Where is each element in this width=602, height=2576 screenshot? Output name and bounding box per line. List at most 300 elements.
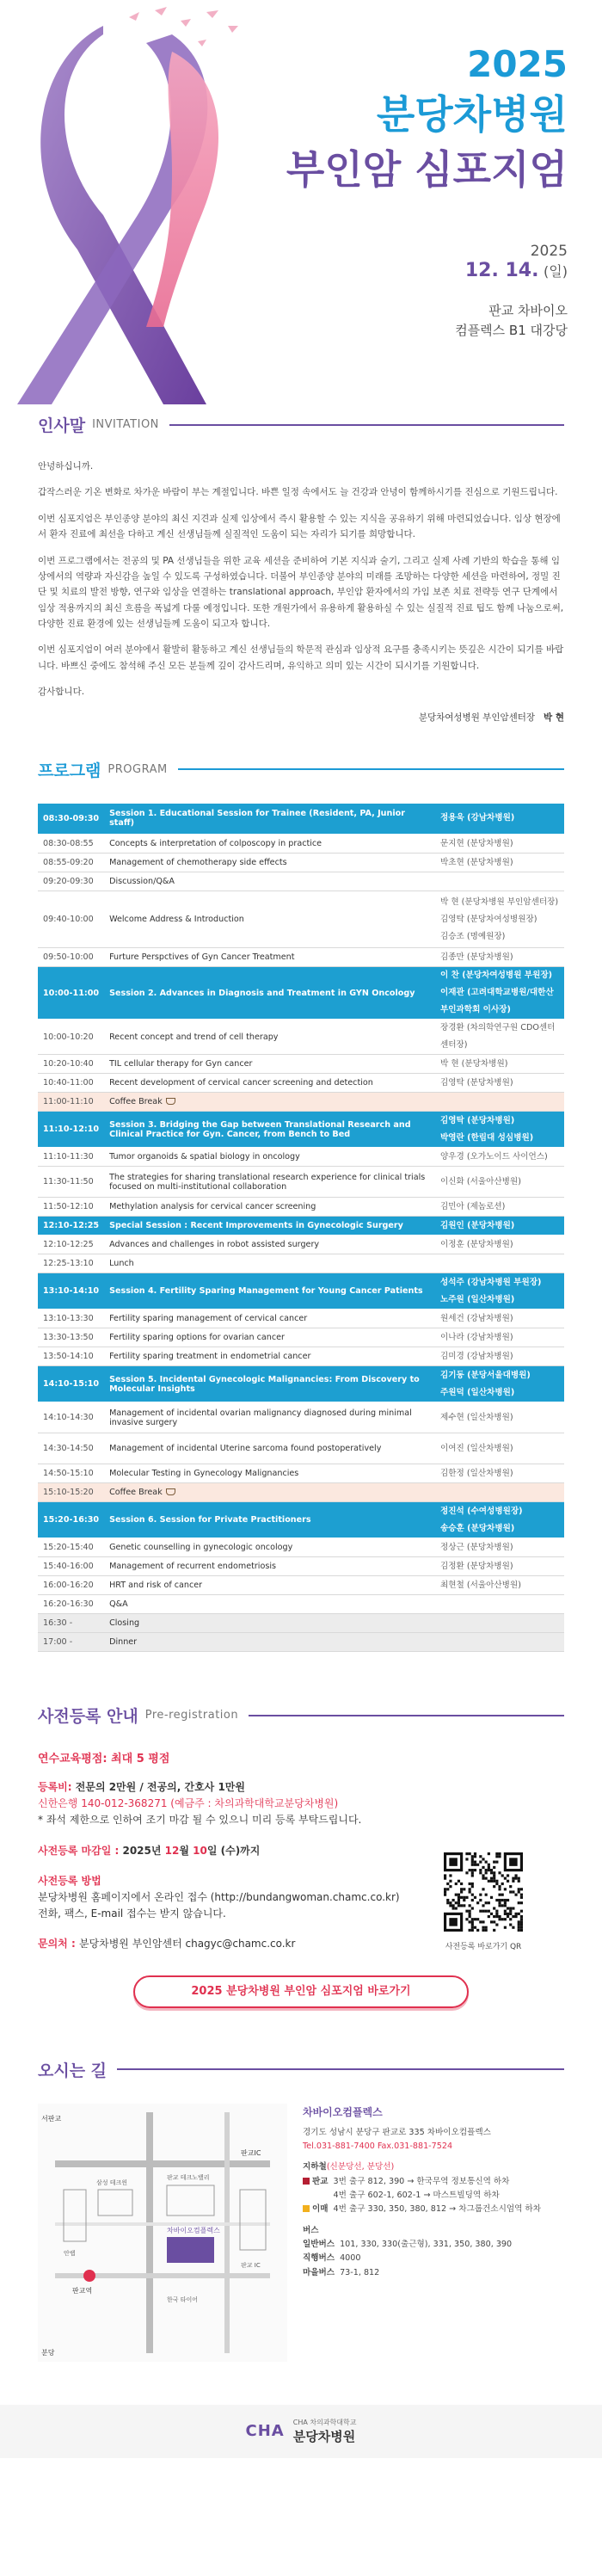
bank-label: 신한은행 (38, 1797, 78, 1810)
invitation-paragraph: 감사합니다. (38, 687, 85, 698)
line-marker-icon (303, 2178, 310, 2185)
pangyo-line-2: 4번 출구 602-1, 602-1 → 마스트빌딩역 하차 (333, 2191, 500, 2201)
program-time: 13:50-14:10 (38, 1347, 104, 1366)
speaker: 이 찬 (분당차여성병원 부원장) (440, 971, 552, 980)
program-title-cell (104, 1074, 435, 1093)
fee-line (38, 1779, 564, 1796)
method-label: 사전등록 방법 (38, 1874, 101, 1887)
program-row (38, 1614, 564, 1633)
subway-heading (303, 2160, 564, 2174)
bank-account: 140-012-368271 (예금주 : 차의과학대학교분당차병원) (77, 1797, 339, 1810)
program-speakers (435, 1614, 564, 1633)
program-title: Recent development of cervical cancer screening and detection (109, 1078, 373, 1088)
program-title-cell (104, 1236, 435, 1254)
program-speakers (435, 1633, 564, 1652)
program-section (0, 758, 602, 1653)
pangyo-lines (334, 2175, 510, 2203)
program-time: 10:00-10:20 (38, 1020, 104, 1055)
program-time: 13:10-14:10 (38, 1273, 104, 1310)
program-time: 09:40-10:00 (38, 891, 104, 948)
coffee-cup-icon (166, 1098, 175, 1105)
line-marker-icon (303, 2205, 310, 2212)
program-row (38, 1254, 564, 1273)
speaker: 박초현 (분당차병원) (440, 857, 513, 867)
speaker: 정용욱 (강남차병원) (440, 813, 515, 823)
program-speakers (435, 1198, 564, 1217)
program-title: The strategies for sharing translational research experience for clinical trials focused on multi-institutional collaboration (109, 1172, 426, 1192)
contact-label: 문의처 : (38, 1938, 79, 1950)
program-title-cell (104, 1538, 435, 1557)
footer (0, 2405, 602, 2458)
speaker: 이나라 (강남차병원) (440, 1332, 513, 1342)
program-time: 12:25-13:10 (38, 1254, 104, 1273)
program-title: Management of incidental Uterine sarcoma found postoperatively (109, 1444, 382, 1453)
program-title-cell (104, 835, 435, 854)
program-row (38, 891, 564, 948)
program-title: Methylation analysis for cervical cancer screening (109, 1202, 316, 1211)
program-time: 10:20-10:40 (38, 1055, 104, 1074)
program-time: 10:00-11:00 (38, 967, 104, 1020)
program-title: Session 1. Educational Session for Trainee (Resident, PA, Junior staff) (109, 809, 405, 829)
credit-info: 연수교육평점: 최대 5 평점 (38, 1753, 170, 1766)
map-label-m2: 삼성 테크윈 (96, 2179, 128, 2186)
program-title-cell (104, 1167, 435, 1198)
bus-numbers: 101, 330, 330(출근형), 331, 350, 380, 390 (340, 2239, 513, 2249)
map-label-south: 분당 (41, 2348, 55, 2357)
pangyo-name: 판교 (312, 2176, 329, 2186)
map-label-m5: 한국 타이어 (167, 2296, 199, 2303)
invitation-paragraph: 이번 프로그램에서는 전공의 및 PA 선생님들을 위한 교육 세션을 준비하여 기본 지식과 술기, 그리고 실제 사례 기반의 학습을 통해 임상에서의 역량과 자신감을 높일 수 있도록 구성하였습니다. 더불어 부인종양 분야의 미래를 조망하는 다양한 세션을 마련하여, 정밀 진단 및 치료의 발전 방향, 연구와 임상을 연결하는 translational approach, 부인암 환자에서의 가임 보존 치료 전략등 연구 단계에서 임상 적용까지의 최신 흐름을 폭넓게 다룰 예정입니다. 또한 개원가에서 유용하게 활용하실 수 있는 실질적 진료 팁도 함께 나눔으로써, 다양한 진료 환경에 있는 선생님들께 도움이 되고자 합니다. (38, 555, 564, 629)
signature-org: 분당차여성병원 부인암센터장 (418, 712, 536, 723)
program-title-cell (104, 1502, 435, 1538)
program-title-cell (104, 1464, 435, 1483)
invitation-signature (38, 711, 564, 724)
program-title: Advances and challenges in robot assisted surgery (109, 1240, 320, 1249)
program-title: Furture Perspctives of Gyn Cancer Treatment (109, 952, 295, 962)
deadline-pre: 2025년 (122, 1844, 165, 1857)
contact-value: 분당차병원 부인암센터 chagyc@chamc.co.kr (78, 1938, 296, 1950)
program-speakers (435, 835, 564, 854)
program-speakers (435, 1402, 564, 1433)
program-speakers (435, 1595, 564, 1614)
program-title: Recent concept and trend of cell therapy (109, 1032, 279, 1042)
program-title-cell (104, 1254, 435, 1273)
deadline-label: 사전등록 마감일 : (38, 1844, 123, 1857)
map-label-station: 판교역 (72, 2286, 93, 2295)
speaker: 제수현 (일산차병원) (440, 1412, 513, 1422)
cha-logo-icon: CHA (245, 2422, 285, 2440)
program-time: 08:30-09:30 (38, 804, 104, 835)
program-time: 15:20-15:40 (38, 1538, 104, 1557)
imae-route (303, 2203, 564, 2216)
speaker: 원세건 (강남차병원) (440, 1313, 513, 1323)
program-title: HRT and risk of cancer (109, 1581, 203, 1590)
invitation-title: 인사말 (38, 416, 86, 435)
deadline-post: 일 (수)까지 (206, 1844, 261, 1857)
program-speakers (435, 967, 564, 1020)
speaker: 노주원 (일산차병원) (440, 1294, 515, 1304)
bus-type: 일반버스 (303, 2239, 335, 2249)
program-speakers (435, 1328, 564, 1347)
hero-year: 2025 (467, 43, 568, 85)
program-row (38, 1055, 564, 1074)
program-row (38, 1020, 564, 1055)
location-map (38, 2104, 287, 2362)
signature-name: 박 현 (544, 712, 564, 723)
program-title-cell (104, 1310, 435, 1328)
program-title-cell (104, 1576, 435, 1595)
speaker: 김종만 (분당차병원) (440, 952, 513, 962)
program-title-cell (104, 1557, 435, 1576)
program-time: 15:40-16:00 (38, 1557, 104, 1576)
program-time: 16:30 - (38, 1614, 104, 1633)
map-label-east: 판교IC (241, 2148, 261, 2157)
invitation-body (38, 459, 564, 700)
program-title: Closing (109, 1618, 140, 1628)
program-time: 08:55-09:20 (38, 854, 104, 872)
bus-type: 직행버스 (303, 2253, 335, 2264)
speaker: 박 현 (분당차병원) (440, 1058, 508, 1069)
footer-hospital: 분당차병원 (292, 2428, 356, 2444)
program-title: Management of incidental ovarian malignancy diagnosed during minimal invasive surgery (109, 1408, 412, 1427)
speaker: 박 현 (분당차병원 부인암센터장) (440, 897, 559, 907)
bus-title: 버스 (303, 2225, 319, 2235)
session-header-row (38, 1112, 564, 1148)
program-title: Special Session : Recent Improvements in Gynecologic Surgery (109, 1221, 403, 1230)
session-header-row (38, 1217, 564, 1236)
date-weekday: (일) (544, 263, 568, 280)
program-title: Lunch (109, 1259, 134, 1268)
symposium-link-button[interactable]: 2025 분당차병원 부인암 심포지엄 바로가기 (133, 1975, 469, 2008)
directions-body (38, 2104, 564, 2362)
program-time: 12:10-12:25 (38, 1236, 104, 1254)
program-speakers (435, 891, 564, 948)
speaker: 김미경 (강남차병원) (440, 1351, 513, 1361)
program-row (38, 1595, 564, 1614)
program-speakers (435, 1310, 564, 1328)
pangyo-route (303, 2175, 564, 2203)
map-label-north: 서판교 (41, 2114, 62, 2123)
qr-block[interactable] (440, 1852, 526, 1951)
program-time: 14:10-14:30 (38, 1402, 104, 1433)
program-speakers (435, 854, 564, 872)
heading-rule (178, 768, 564, 770)
program-row (38, 1557, 564, 1576)
session-header-row (38, 967, 564, 1020)
directions-heading (38, 2058, 564, 2081)
program-row (38, 854, 564, 872)
program-title: Coffee Break (109, 1097, 163, 1106)
map-label-m1: 판교 테크노밸리 (167, 2173, 210, 2181)
program-speakers (435, 1483, 564, 1502)
program-speakers (435, 1464, 564, 1483)
program-title: Session 4. Fertility Sparing Management for Young Cancer Patients (109, 1286, 423, 1296)
program-title-cell (104, 1273, 435, 1310)
program-time: 08:30-08:55 (38, 835, 104, 854)
program-time: 14:50-15:10 (38, 1464, 104, 1483)
invitation-paragraph: 이번 심포지엄은 부인종양 분야의 최신 지견과 실제 임상에서 즉시 활용할 수 있는 지식을 공유하기 위해 마련되었습니다. 임상 현장에서 환자 진료에 최선을 다하고 계신 선생님들께 실질적인 도움이 되는 자리가 되기를 희망합니다. (38, 513, 561, 540)
imae-name: 이매 (312, 2204, 329, 2215)
program-title-cell (104, 1595, 435, 1614)
bus-type: 마을버스 (303, 2267, 335, 2277)
fee-block (38, 1779, 564, 1829)
bus-numbers: 73-1, 812 (340, 2267, 380, 2277)
speaker: 문지현 (분당차병원) (440, 838, 513, 848)
directions-title: 오시는 길 (38, 2061, 108, 2080)
program-title-cell (104, 804, 435, 835)
speaker: 주원덕 (일산차병원) (440, 1387, 515, 1397)
speaker: 성석주 (강남차병원 부원장) (440, 1277, 542, 1287)
imae-label (303, 2203, 329, 2216)
program-title-cell (104, 1433, 435, 1464)
program-title: Molecular Testing in Gynecology Malignancies (109, 1469, 299, 1478)
break-row (38, 1483, 564, 1502)
program-speakers (435, 1576, 564, 1595)
program-title-cell (104, 1112, 435, 1148)
program-table (38, 804, 564, 1653)
program-title: Session 5. Incidental Gynecologic Malignancies: From Discovery to Molecular Insights (109, 1374, 420, 1394)
invitation-subtitle: INVITATION (92, 418, 159, 431)
program-title: Session 2. Advances in Diagnosis and Treatment in GYN Oncology (109, 988, 415, 998)
qr-code-icon[interactable] (444, 1852, 523, 1932)
map-label-m4: 판교 IC (241, 2261, 261, 2269)
program-title-cell (104, 1217, 435, 1236)
directions-section (0, 2058, 602, 2362)
place-address: 경기도 성남시 분당구 판교로 335 차바이오컴플렉스 (303, 2127, 491, 2137)
program-row (38, 1464, 564, 1483)
speaker: 김승조 (명예원장) (440, 931, 506, 941)
invitation-heading (38, 413, 564, 436)
program-title-cell (104, 1093, 435, 1112)
program-time: 13:30-13:50 (38, 1328, 104, 1347)
program-row (38, 1538, 564, 1557)
program-title: Fertility sparing options for ovarian cancer (109, 1333, 285, 1342)
program-row (38, 1074, 564, 1093)
invitation-paragraph: 이번 심포지엄이 여러 분야에서 활발히 활동하고 계신 선생님들의 학문적 관심과 임상적 요구를 충족시키는 뜻깊은 시간이 되기를 바랍니다. 바쁘신 중에도 참석해 주신 모든 분들께 깊이 감사드리며, 유익하고 의미 있는 시간이 되시기를 기원합니다. (38, 644, 564, 671)
hero-banner (0, 0, 602, 404)
bus-row (303, 2252, 564, 2265)
speaker: 송승훈 (분당차병원) (440, 1523, 515, 1533)
heading-rule (169, 424, 564, 426)
speaker: 이여진 (일산차병원) (440, 1443, 513, 1453)
program-speakers (435, 948, 564, 967)
program-row (38, 1633, 564, 1652)
program-row (38, 1236, 564, 1254)
program-title: Fertility sparing treatment in endometrial cancer (109, 1352, 311, 1361)
program-title: Concepts & interpretation of colposcopy in practice (109, 839, 322, 848)
program-time: 10:40-11:00 (38, 1074, 104, 1093)
program-title-cell (104, 1402, 435, 1433)
program-row (38, 1402, 564, 1433)
program-title-cell (104, 1055, 435, 1074)
program-speakers (435, 1112, 564, 1148)
registration-subtitle: Pre-registration (144, 1709, 239, 1722)
speaker: 김영탁 (분당차병원) (440, 1115, 515, 1125)
program-title-cell (104, 1347, 435, 1366)
program-speakers (435, 1502, 564, 1538)
program-title-cell (104, 1198, 435, 1217)
program-speakers (435, 1167, 564, 1198)
program-title-cell (104, 891, 435, 948)
bus-row (303, 2266, 564, 2280)
speaker: 김원인 (분당차병원) (440, 1220, 515, 1230)
method-online: 분당차병원 홈페이지에서 온라인 접수 (http://bundangwoman.chamc.co.kr) (38, 1890, 400, 1903)
program-time: 11:30-11:50 (38, 1167, 104, 1198)
program-title: Genetic counselling in gynecologic oncology (109, 1543, 293, 1552)
qr-caption: 사전등록 바로가기 QR (445, 1943, 522, 1951)
date-year: 2025 (530, 243, 568, 260)
break-row (38, 1093, 564, 1112)
program-title: Management of chemotherapy side effects (109, 858, 287, 867)
program-title: Fertility sparing management of cervical cancer (109, 1314, 308, 1323)
program-speakers (435, 1254, 564, 1273)
program-speakers (435, 1055, 564, 1074)
program-row (38, 948, 564, 967)
imae-line-1: 4번 출구 330, 350, 380, 812 → 차그룹건소시엄역 하차 (333, 2204, 541, 2215)
subway-title: 지하철 (303, 2162, 327, 2172)
registration-section (0, 1704, 602, 2008)
speaker: 장경환 (차의학연구원 CDO센터 센터장) (440, 1023, 556, 1050)
program-row (38, 1433, 564, 1464)
speaker: 김영탁 (분당차병원) (440, 1077, 513, 1088)
ribbon-illustration (0, 0, 284, 404)
session-header-row (38, 1502, 564, 1538)
event-venue (455, 301, 568, 340)
deadline-mid: 월 (179, 1844, 194, 1857)
venue-line-2: 컴플렉스 B1 대강당 (455, 322, 568, 338)
program-speakers (435, 804, 564, 835)
program-time: 11:10-11:30 (38, 1148, 104, 1167)
speaker: 정진석 (수여성병원장) (440, 1506, 523, 1516)
bus-numbers: 4000 (340, 2253, 361, 2264)
registration-title: 사전등록 안내 (38, 1707, 138, 1726)
session-header-row (38, 1273, 564, 1310)
speaker: 양우경 (오가노이드 사이언스) (440, 1151, 548, 1162)
pangyo-label (303, 2175, 329, 2189)
bank-line (38, 1796, 564, 1812)
program-speakers (435, 1538, 564, 1557)
program-title-cell (104, 1366, 435, 1402)
program-speakers (435, 1273, 564, 1310)
program-heading (38, 758, 564, 781)
session-header-row (38, 1366, 564, 1402)
program-row (38, 835, 564, 854)
program-title: 프로그램 (38, 761, 101, 780)
program-row (38, 1347, 564, 1366)
speaker: 이재관 (고려대학교병원/대한산부인과학회 이사장) (440, 988, 554, 1014)
cta-wrap (38, 1975, 564, 2008)
program-time: 16:00-16:20 (38, 1576, 104, 1595)
hero-title-symposium: 부인암 심포지엄 (286, 146, 568, 193)
program-time: 11:10-12:10 (38, 1112, 104, 1148)
program-title: Dinner (109, 1637, 138, 1647)
program-speakers (435, 1020, 564, 1055)
speaker: 최현철 (서울아산병원) (440, 1580, 521, 1590)
program-speakers (435, 1093, 564, 1112)
deadline-day: 10 (193, 1844, 207, 1857)
hero-title-hospital: 분당차병원 (376, 91, 568, 138)
program-title-cell (104, 1020, 435, 1055)
speaker: 김영탁 (분당차여성병원장) (440, 914, 538, 924)
program-title: Q&A (109, 1599, 128, 1609)
invitation-paragraph: 갑작스러운 기온 변화로 차가운 바람이 부는 계절입니다. 바쁜 일정 속에서도 늘 건강과 안녕이 함께하시기를 진심으로 기원드립니다. (38, 487, 558, 498)
method-notice: 전화, 팩스, E-mail 접수는 받지 않습니다. (38, 1907, 226, 1920)
program-time: 09:50-10:00 (38, 948, 104, 967)
program-time: 15:20-16:30 (38, 1502, 104, 1538)
program-row (38, 1576, 564, 1595)
program-title: Session 6. Session for Private Practitioners (109, 1515, 311, 1525)
program-title: Tumor organoids & spatial biology in oncology (109, 1152, 300, 1162)
program-row (38, 1310, 564, 1328)
program-speakers (435, 1148, 564, 1167)
registration-body (38, 1749, 564, 1953)
program-speakers (435, 1236, 564, 1254)
place-tel: Tel.031-881-7400 Fax.031-881-7524 (303, 2142, 453, 2152)
program-title-cell (104, 967, 435, 1020)
program-speakers (435, 1557, 564, 1576)
place-name: 차바이오컴플렉스 (303, 2105, 383, 2118)
fee-value: 전문의 2만원 / 전공의, 간호사 1만원 (71, 1781, 245, 1793)
coffee-cup-icon (166, 1488, 175, 1495)
program-row (38, 872, 564, 891)
program-time: 17:00 - (38, 1633, 104, 1652)
program-speakers (435, 1366, 564, 1402)
program-speakers (435, 1347, 564, 1366)
program-title-cell (104, 1148, 435, 1167)
speaker: 박영란 (한림대 성심병원) (440, 1132, 534, 1143)
program-time: 14:10-15:10 (38, 1366, 104, 1402)
subway-lines: (신분당선, 분당선) (326, 2162, 395, 2172)
program-row (38, 1328, 564, 1347)
fee-label: 등록비: (38, 1781, 72, 1793)
invitation-paragraph: 안녕하십니까. (38, 461, 94, 471)
deadline-month: 12 (164, 1844, 180, 1857)
program-title: Discussion/Q&A (109, 877, 175, 886)
program-speakers (435, 1217, 564, 1236)
footer-text (293, 2418, 357, 2445)
program-subtitle: PROGRAM (108, 762, 168, 776)
speaker: 김정환 (분당차병원) (440, 1561, 513, 1571)
program-title-cell (104, 854, 435, 872)
heading-rule (249, 1715, 564, 1716)
program-title: Coffee Break (109, 1488, 163, 1497)
venue-line-1: 판교 차바이오 (488, 303, 568, 318)
speaker: 정상근 (분당차병원) (440, 1542, 513, 1552)
program-title-cell (104, 1614, 435, 1633)
bus-list (303, 2238, 564, 2280)
program-time: 11:50-12:10 (38, 1198, 104, 1217)
program-row (38, 1148, 564, 1167)
program-title-cell (104, 948, 435, 967)
program-row (38, 1198, 564, 1217)
map-label-venue: 차바이오컴플렉스 (167, 2226, 220, 2234)
program-speakers (435, 1433, 564, 1464)
program-time: 09:20-09:30 (38, 872, 104, 891)
program-title-cell (104, 1483, 435, 1502)
program-title: Management of recurrent endometriosis (109, 1562, 276, 1571)
event-date (465, 243, 568, 281)
seat-notice: * 좌석 제한으로 인하여 조기 마감 될 수 있으니 미리 등록 부탁드립니다. (38, 1814, 362, 1827)
program-title: Session 3. Bridging the Gap between Translational Research and Clinical Practice for Gyn. Cancer, from Bench to Bed (109, 1119, 411, 1139)
session-header-row (38, 804, 564, 835)
pangyo-line-1: 3번 출구 812, 390 → 한국무역 정보통신역 하차 (333, 2176, 510, 2186)
program-time: 12:10-12:25 (38, 1217, 104, 1236)
program-speakers (435, 872, 564, 891)
heading-rule (117, 2068, 564, 2070)
program-title-cell (104, 872, 435, 891)
bus-row (303, 2238, 564, 2252)
speaker: 이정훈 (분당차병원) (440, 1239, 513, 1249)
